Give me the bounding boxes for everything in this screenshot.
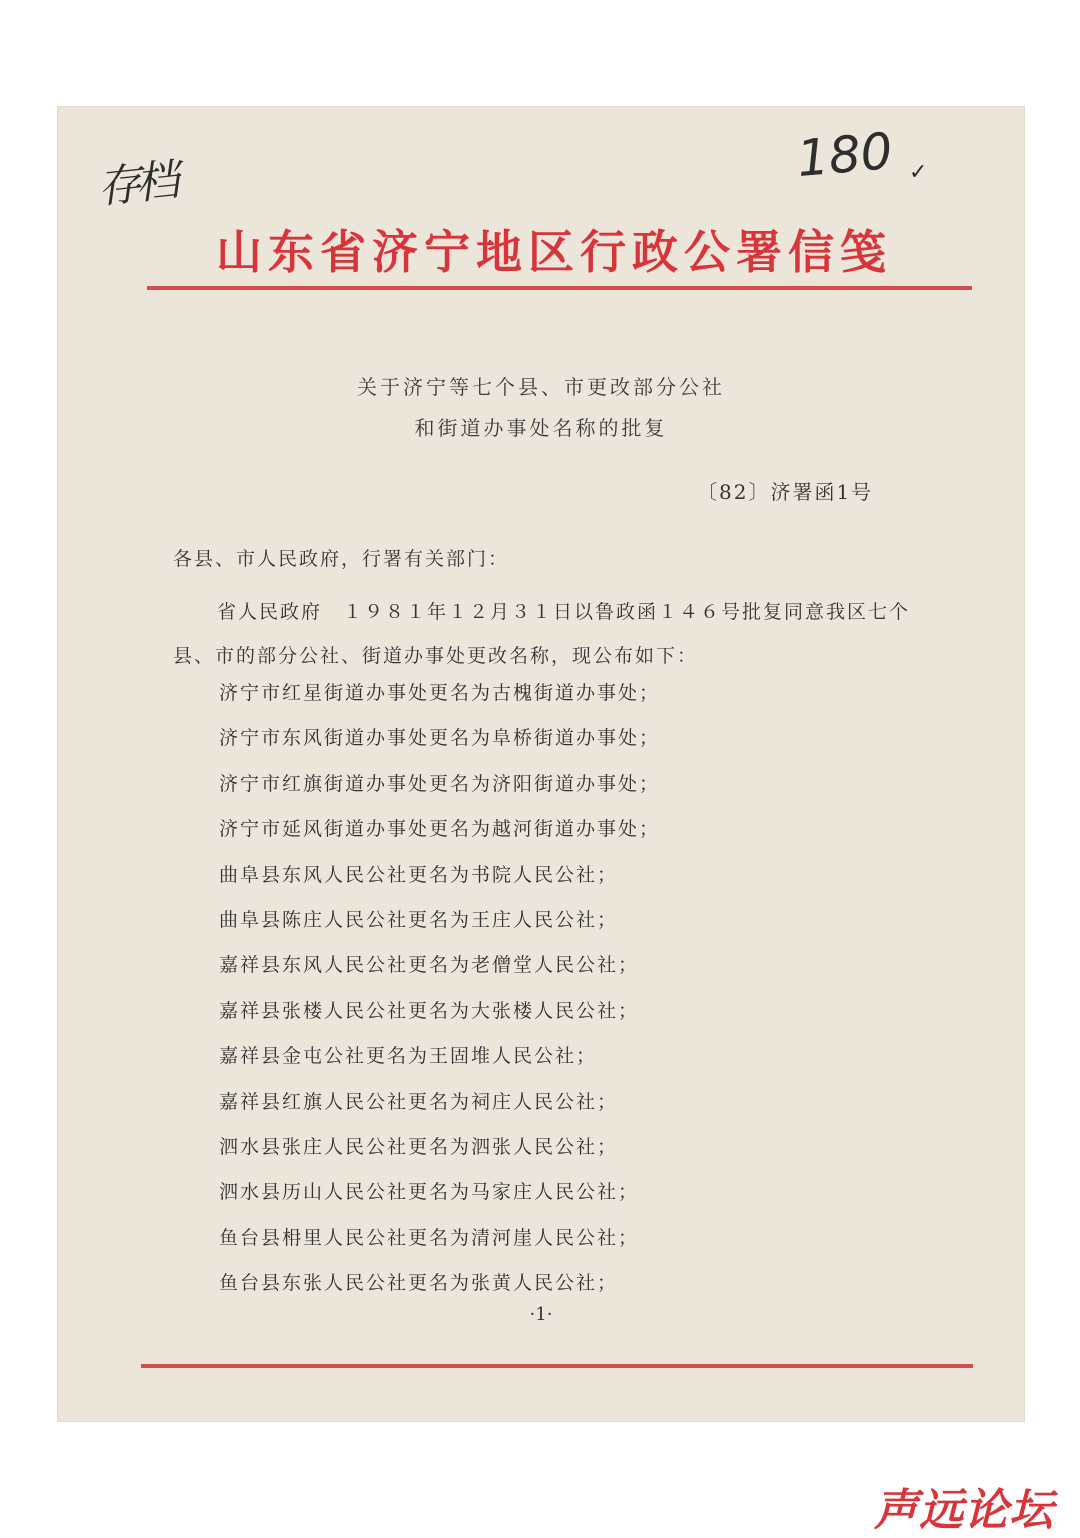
list-item: 嘉祥县金屯公社更名为王固堆人民公社； [219, 1045, 598, 1068]
letterhead-title: 山东省济宁地区行政公署信笺 [216, 225, 892, 279]
letterhead-red-rule [147, 286, 972, 290]
page-number: ·1· [529, 1304, 553, 1325]
list-item: 鱼台县东张人民公社更名为张黄人民公社； [219, 1272, 619, 1295]
document-title-line-2: 和街道办事处名称的批复 [414, 416, 668, 440]
list-item: 嘉祥县东风人民公社更名为老僧堂人民公社； [219, 954, 640, 977]
handwritten-note-left: 存档 [95, 155, 176, 214]
footer-red-rule [141, 1364, 973, 1368]
forum-watermark: 声远论坛 [874, 1485, 1054, 1536]
document-number: 〔82〕济署函1号 [697, 480, 874, 504]
list-item: 嘉祥县张楼人民公社更名为大张楼人民公社； [219, 999, 640, 1022]
rename-list [219, 671, 660, 1306]
list-item: 曲阜县陈庄人民公社更名为王庄人民公社； [219, 908, 619, 931]
handwritten-number: 180 [794, 121, 895, 189]
document-title-line-1: 关于济宁等七个县、市更改部分公社 [357, 375, 725, 399]
document-page [57, 106, 1025, 1422]
list-item: 济宁市东风街道办事处更名为阜桥街道办事处； [219, 727, 661, 750]
salutation: 各县、市人民政府，行署有关部门： [173, 548, 510, 570]
list-item: 济宁市延风街道办事处更名为越河街道办事处； [219, 818, 661, 841]
list-item: 嘉祥县红旗人民公社更名为祠庄人民公社； [219, 1090, 619, 1113]
body-paragraph [173, 590, 913, 678]
list-item: 济宁市红旗街道办事处更名为济阳街道办事处； [219, 772, 661, 795]
list-item: 泗水县张庄人民公社更名为泗张人民公社； [219, 1135, 619, 1158]
list-item: 鱼台县枏里人民公社更名为清河崖人民公社； [219, 1226, 640, 1249]
body-text: 省人民政府 １９８１年１２月３１日以鲁政函１４６号批复同意我区七个县、市的部分公社、街道办事处更改名称，现公布如下： [173, 601, 911, 667]
list-item: 济宁市红星街道办事处更名为古槐街道办事处； [219, 682, 661, 704]
list-item: 曲阜县东风人民公社更名为书院人民公社； [219, 863, 619, 886]
list-item: 泗水县历山人民公社更名为马家庄人民公社； [219, 1181, 640, 1204]
handwritten-tick: ✓ [909, 160, 928, 185]
